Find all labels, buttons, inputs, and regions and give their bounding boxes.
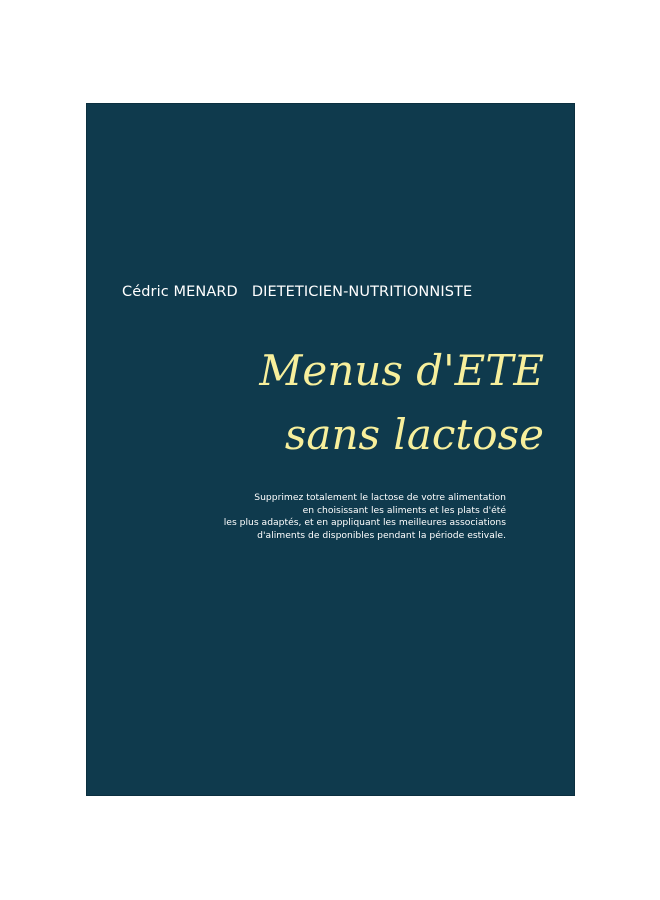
book-cover <box>87 104 574 795</box>
blurb-line-3: les plus adaptés, et en appliquant les meilleures associations <box>223 517 506 528</box>
blurb-line-2: en choisissant les aliments et les plats d'été <box>302 504 506 516</box>
blurb-line-4: d'aliments de disponibles pendant la période estivale. <box>257 529 506 541</box>
title-line-2: sans lactose <box>284 410 544 459</box>
author-name: Cédric MENARD <box>122 284 238 300</box>
book-title <box>259 339 544 467</box>
blurb-line-1: Supprimez totalement le lactose de votre alimentation <box>254 492 506 503</box>
author-profession: DIETETICIEN-NUTRITIONNISTE <box>251 284 473 300</box>
title-line-1: Menus d'ETE <box>259 346 544 395</box>
cover-blurb <box>224 492 506 542</box>
author-line <box>122 284 562 300</box>
